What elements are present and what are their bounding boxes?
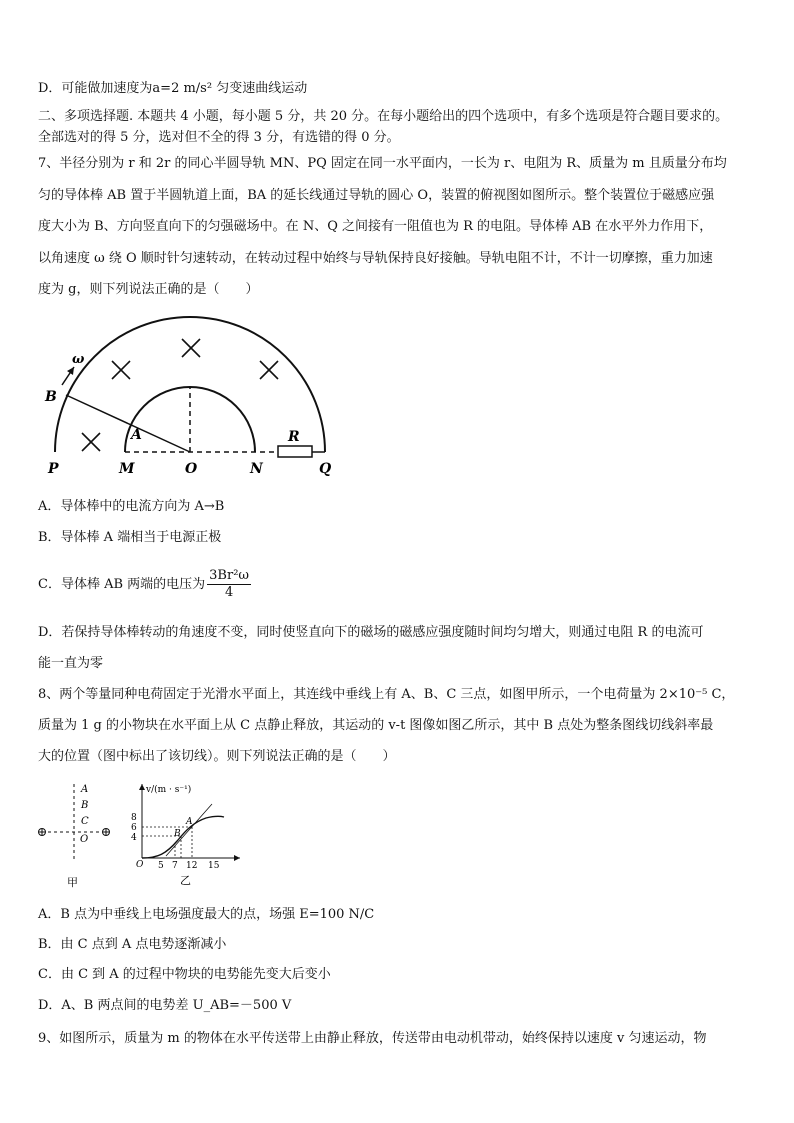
- label-Q: Q: [319, 461, 332, 477]
- yi-xtick-5: 5: [158, 861, 164, 871]
- q7-option-c-fraction: [207, 568, 251, 601]
- q7-option-d-line1: D．若保持导体棒转动的角速度不变，同时使竖直向下的磁场的磁感应强度随时间均匀增大，则通过电阻 R 的电流可: [38, 625, 704, 640]
- label-M: M: [119, 461, 135, 477]
- yi-point-A: A: [186, 817, 193, 827]
- q7-option-c-prefix: C．导体棒 AB 两端的电压为: [38, 577, 206, 592]
- q7-option-a: A．导体棒中的电流方向为 A→B: [38, 499, 225, 514]
- jia-label-C: C: [81, 816, 89, 827]
- section2-header-line2: 全部选对的得 5 分，选对但不全的得 3 分，有选错的得 0 分。: [38, 130, 400, 145]
- yi-xtick-12: 12: [186, 861, 198, 871]
- q7-stem-line5: 度为 g，则下列说法正确的是（ ）: [38, 282, 259, 297]
- q8-stem-line2: 质量为 1 g 的小物块在水平面上从 C 点静止释放，其运动的 v-t 图像如图乙所示，其中 B 点处为整条图线切线斜率最: [38, 718, 714, 733]
- fraction-denominator: 4: [224, 585, 234, 600]
- q8-stem-line3: 大的位置（图中标出了该切线）。则下列说法正确的是（ ）: [38, 749, 396, 764]
- label-O: O: [185, 461, 198, 477]
- q8-option-b: B．由 C 点到 A 点电势逐渐减小: [38, 937, 227, 952]
- q8-option-a: A．B 点为中垂线上电场强度最大的点，场强 E=100 N/C: [38, 907, 375, 922]
- jia-label-O: O: [80, 834, 89, 845]
- q7-stem-line1: 7、半径分别为 r 和 2r 的同心半圆导轨 MN、PQ 固定在同一水平面内，一长为 r、电阻为 R、质量为 m 且质量分布均: [38, 156, 727, 171]
- label-B: B: [45, 389, 57, 405]
- yi-xtick-15: 15: [208, 861, 220, 871]
- label-P: P: [48, 461, 59, 477]
- q9-stem-line1: 9、如图所示，质量为 m 的物体在水平传送带上由静止释放，传送带由电动机带动，始终保持以速度 v 匀速运动，物: [38, 1031, 707, 1046]
- q8-figure-yi-vt-graph: [128, 778, 248, 890]
- yi-ylabel: v/(m · s⁻¹): [146, 785, 192, 795]
- fraction-numerator: 3Br²ω: [209, 568, 250, 583]
- q7-stem-line3: 度大小为 B、方向竖直向下的匀强磁场中。在 N、Q 之间接有一阻值也为 R 的电阻。导体棒 AB 在水平外力作用下，: [38, 219, 713, 234]
- q7-rail-diagram: [40, 305, 340, 485]
- jia-label-B: B: [81, 800, 89, 811]
- label-N: N: [250, 461, 263, 477]
- section2-header-line1: 二、多项选择题. 本题共 4 小题，每小题 5 分，共 20 分。在每小题给出的四个选项中，有多个选项是符合题目要求的。: [38, 109, 729, 124]
- yi-caption: 乙: [180, 874, 191, 887]
- label-A: A: [131, 427, 142, 443]
- q8-option-c: C．由 C 到 A 的过程中物块的电势能先变大后变小: [38, 967, 331, 982]
- jia-caption: 甲: [67, 876, 78, 889]
- yi-xtick-7: 7: [172, 861, 178, 871]
- q8-stem-line1: 8、两个等量同种电荷固定于光滑水平面上，其连线中垂线上有 A、B、C 三点，如图甲所示，一个电荷量为 2×10⁻⁵ C，: [38, 687, 735, 702]
- q7-stem-line4: 以角速度 ω 绕 O 顺时针匀速转动，在转动过程中始终与导轨保持良好接触。导轨电阻不计，不计一切摩擦，重力加速: [38, 251, 713, 266]
- q8-option-d: D．A、B 两点间的电势差 U_AB=－500 V: [38, 998, 292, 1013]
- q7-option-d-line2: 能一直为零: [38, 656, 104, 671]
- yi-ytick-6: 6: [131, 823, 137, 833]
- q8-figure-jia: [34, 780, 134, 892]
- yi-origin: O: [136, 860, 144, 870]
- yi-ytick-4: 4: [131, 833, 137, 843]
- label-R: R: [288, 429, 300, 445]
- yi-ytick-8: 8: [131, 813, 137, 823]
- jia-label-A: A: [81, 784, 89, 795]
- q6-option-d: D．可能做加速度为a=2 m/s² 匀变速曲线运动: [38, 81, 308, 96]
- q7-option-b: B．导体棒 A 端相当于电源正极: [38, 530, 222, 545]
- q7-option-c: [38, 568, 251, 601]
- label-omega: ω: [72, 352, 85, 367]
- q7-stem-line2: 匀的导体棒 AB 置于半圆轨道上面，BA 的延长线通过导轨的圆心 O，装置的俯视图如图所示。整个装置位于磁感应强: [38, 188, 715, 203]
- yi-point-B: B: [174, 829, 181, 839]
